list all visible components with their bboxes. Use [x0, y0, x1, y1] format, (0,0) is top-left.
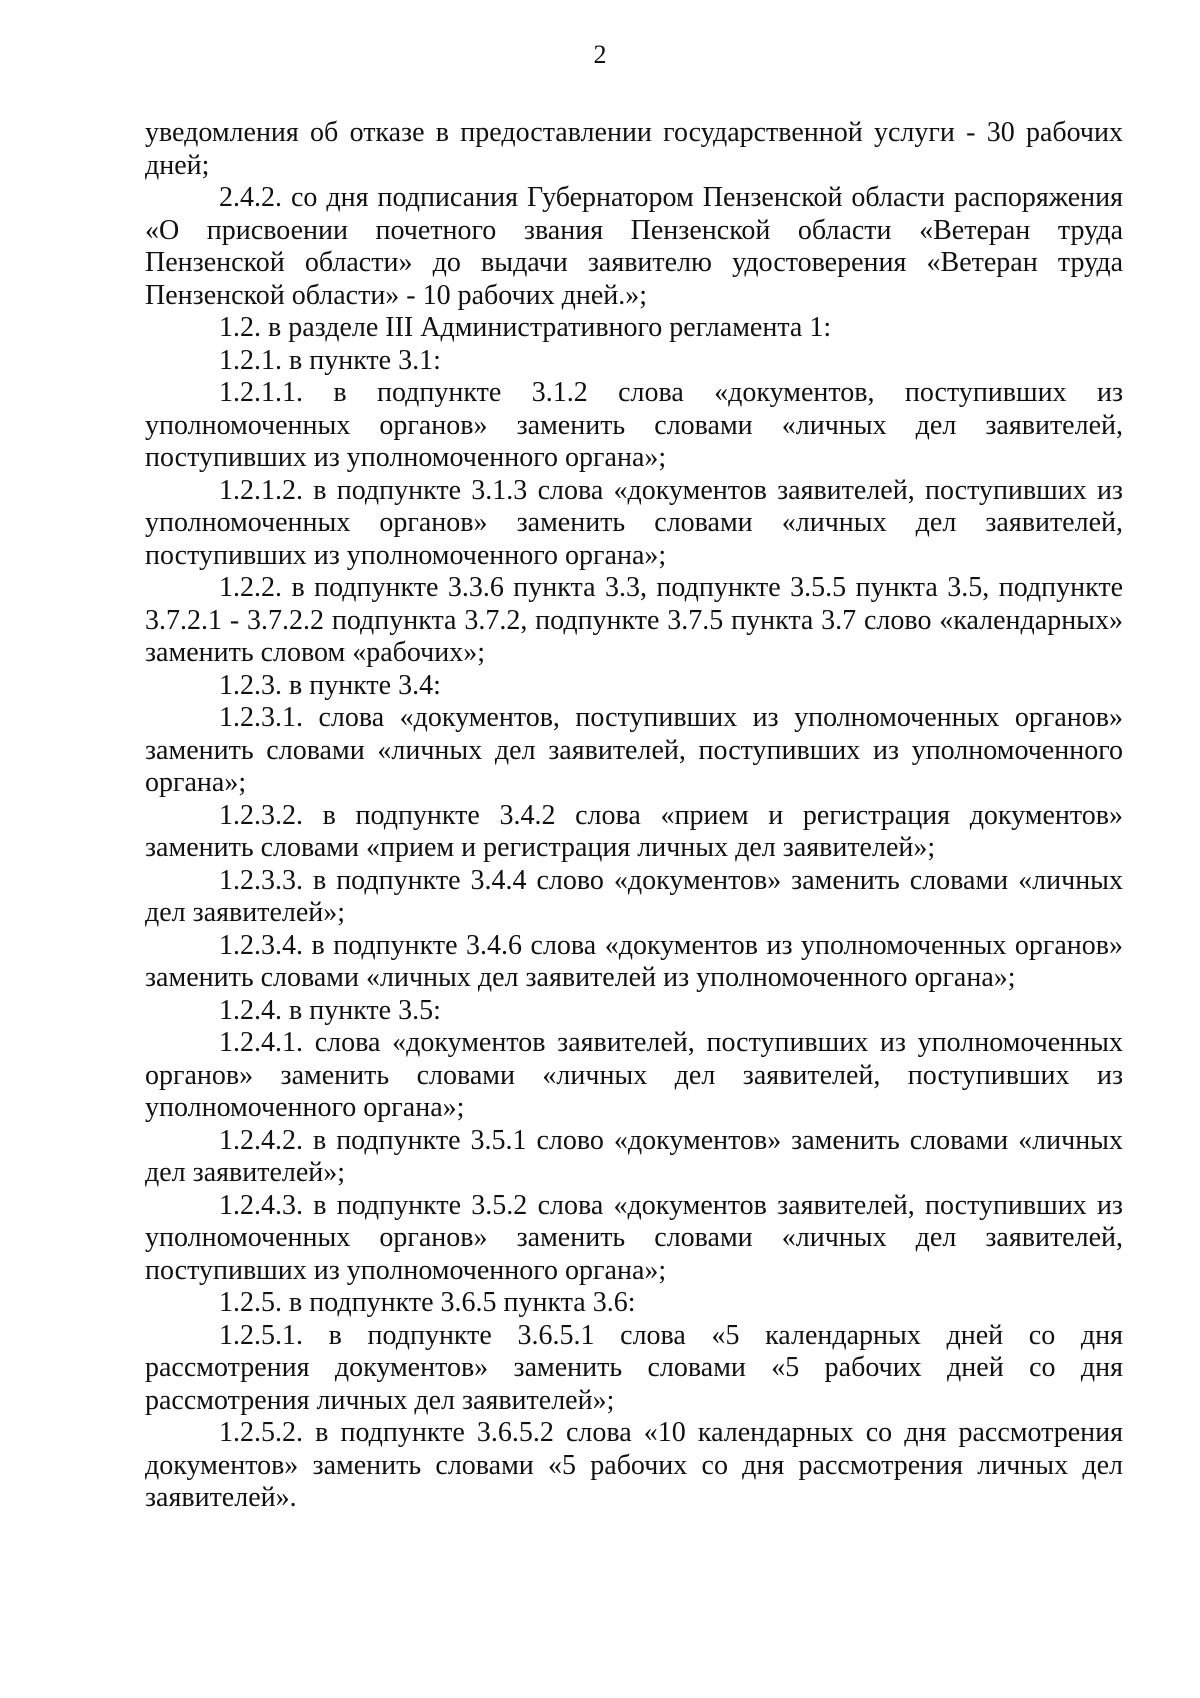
paragraph: 1.2.1. в пункте 3.1:: [219, 344, 441, 376]
paragraph: 1.2.4. в пункте 3.5:: [219, 994, 441, 1026]
paragraph: 1.2.3. в пункте 3.4:: [219, 669, 441, 701]
paragraph: 1.2.5.1. в подпункте 3.6.5.1 слова «5 календарных дней со дня рассмотрения документов» заменить словами «5 рабочих дней со дня рассмотрения личных дел заявителей»;: [145, 1319, 1123, 1416]
paragraph: 1.2.3.3. в подпункте 3.4.4 слово «документов» заменить словами «личных дел заявителей»;: [145, 864, 1123, 928]
paragraph: уведомления об отказе в предоставлении государственной услуги - 30 рабочих дней;: [145, 117, 1123, 181]
paragraph: 1.2.4.2. в подпункте 3.5.1 слово «документов» заменить словами «личных дел заявителей»;: [145, 1124, 1123, 1188]
paragraph: 1.2.5.2. в подпункте 3.6.5.2 слова «10 календарных со дня рассмотрения документов» заменить словами «5 рабочих со дня рассмотрения личных дел заявителей».: [145, 1417, 1123, 1513]
paragraph: 2.4.2. со дня подписания Губернатором Пензенской области распоряжения «О присвоении почетного звания Пензенской области «Ветеран труда Пензенской области» до выдачи заявителю удостоверения «Ветеран труда Пензенской области» - 10 рабочих дней.»;: [145, 182, 1123, 311]
paragraph: 1.2.3.2. в подпункте 3.4.2 слова «прием и регистрация документов» заменить словами «прием и регистрация личных дел заявителей»;: [145, 799, 1123, 863]
paragraph: 1.2.3.4. в подпункте 3.4.6 слова «документов из уполномоченных органов» заменить словами «личных дел заявителей из уполномоченного органа»;: [145, 929, 1123, 993]
page-number: 2: [593, 40, 607, 69]
paragraph: 1.2.1.1. в подпункте 3.1.2 слова «документов, поступивших из уполномоченных органов» заменить словами «личных дел заявителей, поступивших из уполномоченного органа»;: [145, 377, 1123, 473]
paragraph: 1.2.3.1. слова «документов, поступивших из уполномоченных органов» заменить словами «личных дел заявителей, поступивших из уполномоченного органа»;: [145, 702, 1123, 798]
document-body: [145, 117, 1123, 1515]
paragraph: 1.2. в разделе III Административного регламента 1:: [219, 312, 832, 343]
paragraph: 1.2.2. в подпункте 3.3.6 пункта 3.3, подпункте 3.5.5 пункта 3.5, подпункте 3.7.2.1 - 3.7.2.2 подпункта 3.7.2, подпункте 3.7.5 пункта 3.7 слово «календарных» заменить словом «рабочих»;: [145, 572, 1123, 668]
paragraph: 1.2.4.1. слова «документов заявителей, поступивших из уполномоченных органов» заменить словами «личных дел заявителей, поступивших из уполномоченного органа»;: [145, 1027, 1123, 1123]
paragraph: 1.2.5. в подпункте 3.6.5 пункта 3.6:: [219, 1287, 636, 1318]
paragraph: 1.2.4.3. в подпункте 3.5.2 слова «документов заявителей, поступивших из уполномоченных органов» заменить словами «личных дел заявителей, поступивших из уполномоченного органа»;: [145, 1189, 1123, 1286]
paragraph: 1.2.1.2. в подпункте 3.1.3 слова «документов заявителей, поступивших из уполномоченных органов» заменить словами «личных дел заявителей, поступивших из уполномоченного органа»;: [145, 474, 1123, 571]
